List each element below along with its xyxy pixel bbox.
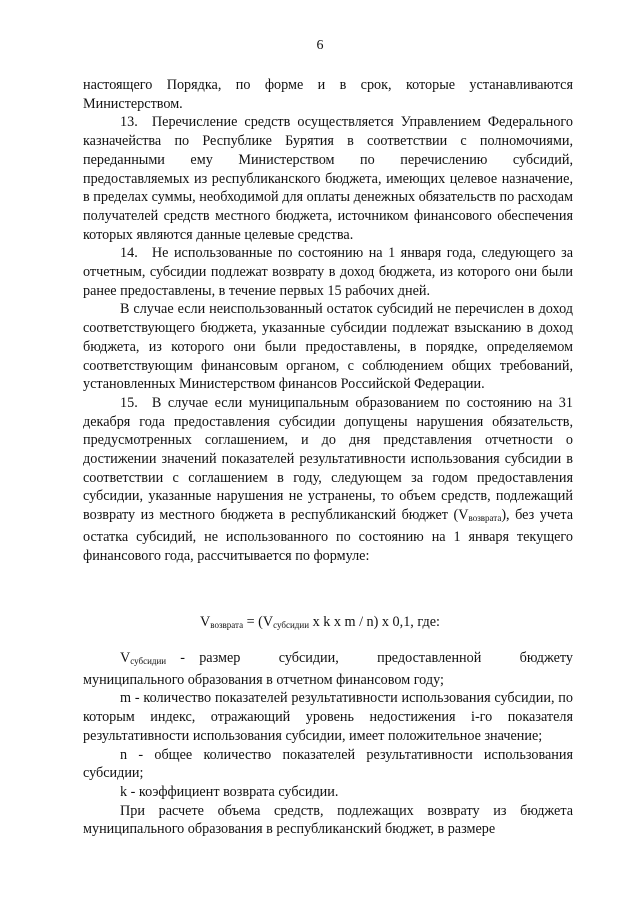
formula-eq: = (V [243, 614, 274, 630]
definition-m: m - количество показателей результативности использования субсидии, по которым индекс, отражающий уровень недостижения i-го показателя результативности использования субсидии, имеет положительное значение; [83, 690, 573, 744]
paragraph-14-continued: В случае если неиспользованный остаток субсидий не перечислен в доход соответствующего бюджета, указанные субсидии подлежат взысканию в доход бюджета, из которого они были предоставлены, в порядке, определяемом соответствующим финансовым органом, с соблюдением общих требований, установленных Министерством финансов Российской Федерации. [83, 301, 573, 393]
definition-v [83, 649, 573, 689]
formula-rest: x k x m / n) x 0,1, где: [309, 614, 440, 630]
formula-sub-return: возврата [210, 620, 244, 630]
definition-v-symbol: V [120, 650, 131, 666]
paragraph-13: 13. Перечисление средств осуществляется Управлением Федерального казначейства по Республике Бурятия в соответствии с полномочиями, переданными ему Министерством по перечислению субсидий, предоставляемых из республиканского бюджета, имеющих целевое назначение, в пределах суммы, необходимой для оплаты денежных обязательств по расходам получателей средств местного бюджета, источником финансового обеспечения которых являются данные целевые средства. [83, 114, 573, 243]
definition-n: n - общее количество показателей результативности использования субсидии; [83, 746, 573, 782]
paragraph-14: 14. Не использованные по состоянию на 1 января года, следующего за отчетным, субсидии подлежат возврату в доход бюджета, из которого они были ранее предоставлены, в течение первых 15 рабочих дней. [83, 245, 573, 299]
formula-sub-subsidy: субсидии [273, 620, 310, 630]
paragraph-15 [83, 394, 573, 565]
paragraph-15-text: 15. В случае если муниципальным образованием по состоянию на 31 декабря года предоставления субсидии допущены нарушения обязательств, предусмотренных соглашением, и до дня представления отчетности о достижении значений показателей результативности использования субсидии в соответствии с соглашением в году, следующем за годом предоставления субсидии, указанные нарушения не устранены, то объем средств, подлежащий возврату из местного бюджета в республиканский бюджет (V [83, 394, 573, 524]
definition-k: k - коэффициент возврата субсидии. [120, 783, 339, 800]
definition-v-sub: субсидии [130, 656, 167, 666]
page-number: 6 [316, 38, 324, 53]
paragraph-15-text-end: ), без учета остатка субсидий, не использованного по состоянию на 1 января текущего финансового года, рассчитывается по формуле: [83, 507, 573, 564]
paragraph-last: При расчете объема средств, подлежащих возврату из бюджета муниципального образования в республиканский бюджет, в размере [83, 802, 573, 838]
paragraph-continuation: настоящего Порядка, по форме и в срок, которые устанавливаются Министерством. [83, 77, 573, 112]
formula-definitions [83, 649, 573, 839]
body-text [83, 76, 573, 565]
return-formula [0, 613, 640, 635]
subscript-return: возврата [468, 513, 502, 524]
definition-v-text: - размер субсидии, предоставленной бюджету муниципального образования в отчетном финансовом году; [83, 650, 573, 688]
formula-v: V [200, 614, 211, 630]
